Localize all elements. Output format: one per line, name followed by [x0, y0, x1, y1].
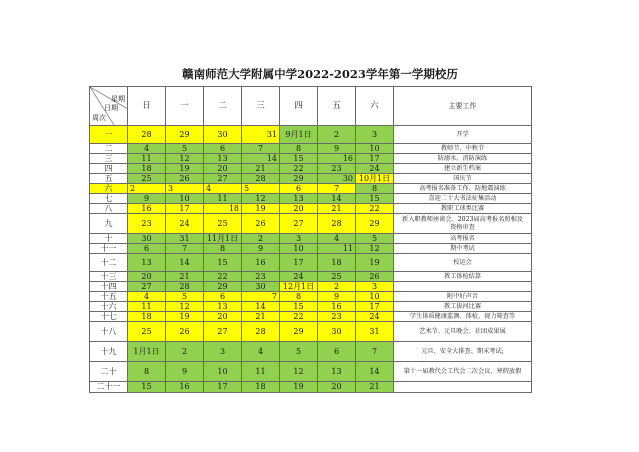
- main-work-text: 高考报名: [450, 234, 475, 242]
- date-cell: 30: [318, 174, 356, 184]
- date-cell: 10: [356, 292, 394, 302]
- date-cell: 4: [128, 292, 166, 302]
- date-cell: 11: [128, 154, 166, 164]
- date-cell: 5: [280, 342, 318, 362]
- date-cell: 19: [166, 312, 204, 322]
- date-cell: 20: [204, 164, 242, 174]
- date-cell: 9: [318, 292, 356, 302]
- week-number-cell: 八: [90, 204, 128, 214]
- date-cell: 16: [166, 382, 204, 393]
- date-cell: 30: [242, 282, 280, 292]
- date-cell: 19: [166, 164, 204, 174]
- table-row: [90, 164, 532, 174]
- date-cell: 24: [356, 164, 394, 174]
- week-number-cell: 十: [90, 234, 128, 244]
- header-row: [90, 87, 532, 126]
- date-cell: 2: [242, 234, 280, 244]
- day-header-fri: 五: [318, 87, 356, 126]
- date-cell: 8: [204, 244, 242, 254]
- corner-weekday-label: 星期: [111, 95, 125, 103]
- header-corner: [90, 87, 128, 126]
- table-row: [90, 184, 532, 194]
- main-work-text: 教师节、中秋节: [440, 144, 485, 152]
- date-cell: 3: [166, 184, 204, 194]
- date-cell: 29: [280, 174, 318, 184]
- notes-header: 主要工作: [394, 87, 532, 126]
- date-cell: 3: [204, 342, 242, 362]
- week-number-cell: 十六: [90, 302, 128, 312]
- date-cell: 14: [356, 362, 394, 382]
- date-cell: 15: [356, 194, 394, 204]
- main-work-text: 附中好声音: [447, 292, 478, 300]
- date-cell: 14: [242, 302, 280, 312]
- date-cell: 24: [280, 272, 318, 282]
- date-cell: 11: [128, 302, 166, 312]
- date-cell: 7: [318, 184, 356, 194]
- table-row: [90, 234, 532, 244]
- main-work-text: 第十一届教代会工代会二次会议、寒假放假: [403, 367, 522, 375]
- date-cell: 27: [280, 214, 318, 234]
- day-header-sun: 日: [128, 87, 166, 126]
- date-cell: 4: [242, 342, 280, 362]
- date-cell: 18: [318, 254, 356, 272]
- date-cell: 3: [356, 126, 394, 144]
- date-cell: 18: [204, 204, 242, 214]
- main-work-cell: [394, 214, 532, 234]
- main-work-cell: [394, 362, 532, 382]
- date-cell: 2: [318, 282, 356, 292]
- date-cell: 30: [204, 126, 242, 144]
- date-cell: 30: [128, 234, 166, 244]
- date-cell: 15: [204, 254, 242, 272]
- date-cell: 6: [204, 144, 242, 154]
- week-number-cell: 十四: [90, 282, 128, 292]
- date-cell: 22: [280, 164, 318, 174]
- date-cell: 31: [356, 322, 394, 342]
- date-cell: 21: [318, 204, 356, 214]
- date-cell: 13: [204, 154, 242, 164]
- day-header-tue: 二: [204, 87, 242, 126]
- date-cell: 11: [204, 194, 242, 204]
- main-work-text: 校运会: [453, 258, 472, 266]
- day-header-thu: 四: [280, 87, 318, 126]
- date-cell: 9: [128, 194, 166, 204]
- date-cell: 31: [166, 234, 204, 244]
- date-cell: 17: [280, 254, 318, 272]
- date-cell: 17: [204, 382, 242, 393]
- table-row: [90, 154, 532, 164]
- week-number-cell: 十二: [90, 254, 128, 272]
- day-header-wed: 三: [242, 87, 280, 126]
- date-cell: 21: [356, 382, 394, 393]
- date-cell: 1月1日: [128, 342, 166, 362]
- date-cell: 13: [318, 362, 356, 382]
- date-cell: 5: [356, 234, 394, 244]
- table-row: [90, 194, 532, 204]
- date-cell: 19: [242, 204, 280, 214]
- date-cell: 29: [166, 126, 204, 144]
- date-cell: 28: [318, 214, 356, 234]
- date-cell: 17: [166, 204, 204, 214]
- main-work-cell: [394, 254, 532, 272]
- date-cell: 8: [128, 362, 166, 382]
- table-row: [90, 126, 532, 144]
- main-work-text: 国庆节: [453, 174, 472, 182]
- date-cell: 15: [128, 382, 166, 393]
- date-cell: 28: [242, 174, 280, 184]
- table-row: [90, 214, 532, 234]
- date-cell: 25: [204, 214, 242, 234]
- table-row: [90, 272, 532, 282]
- week-number-cell: 十三: [90, 272, 128, 282]
- date-cell: 15: [280, 302, 318, 312]
- main-work-text: 喜迎二十大书法征集活动: [428, 194, 497, 202]
- main-work-cell: [394, 184, 532, 194]
- main-work-cell: [394, 194, 532, 204]
- week-number-cell: 十七: [90, 312, 128, 322]
- date-cell: 12: [242, 194, 280, 204]
- date-cell: 5: [166, 144, 204, 154]
- main-work-text: 建立新生档案: [443, 164, 482, 172]
- table-row: [90, 144, 532, 154]
- date-cell: 21: [242, 312, 280, 322]
- date-cell: 2: [128, 184, 166, 194]
- date-cell: 3: [280, 234, 318, 244]
- date-cell: 9: [242, 244, 280, 254]
- date-cell: 18: [128, 164, 166, 174]
- date-cell: 19: [356, 254, 394, 272]
- date-cell: 15: [280, 154, 318, 164]
- date-cell: 13: [204, 302, 242, 312]
- main-work-cell: [394, 154, 532, 164]
- date-cell: 3: [356, 282, 394, 292]
- calendar-title: 赣南师范大学附属中学2022-2023学年第一学期校历: [182, 67, 458, 81]
- main-work-text: 学生体质健康监测、体检、视力筛查等: [409, 312, 516, 320]
- date-cell: 13: [280, 194, 318, 204]
- date-cell: 20: [128, 272, 166, 282]
- table-row: [90, 174, 532, 184]
- date-cell: 27: [204, 174, 242, 184]
- date-cell: 17: [356, 302, 394, 312]
- date-cell: 21: [166, 272, 204, 282]
- date-cell: 12: [166, 302, 204, 312]
- date-cell: 12月1日: [280, 282, 318, 292]
- date-cell: 26: [242, 214, 280, 234]
- date-cell: 29: [204, 282, 242, 292]
- date-cell: 13: [128, 254, 166, 272]
- main-work-text: 新入职教师座谈会、2023届高考报名照相及资格审查: [402, 215, 523, 231]
- main-work-text: 元旦、安全大排查、期末考试;: [421, 347, 504, 355]
- week-number-cell: 九: [90, 214, 128, 234]
- date-cell: 8: [280, 144, 318, 154]
- week-number-cell: 十九: [90, 342, 128, 362]
- date-cell: 25: [128, 174, 166, 184]
- date-cell: 6: [280, 184, 318, 194]
- main-work-text: 艺术节、元旦晚会、社团成果展: [419, 327, 506, 335]
- week-number-cell: 一: [90, 126, 128, 144]
- table-row: [90, 342, 532, 362]
- date-cell: 23: [242, 272, 280, 282]
- date-cell: 2: [166, 342, 204, 362]
- date-cell: 23: [318, 164, 356, 174]
- day-header-mon: 一: [166, 87, 204, 126]
- date-cell: 24: [166, 214, 204, 234]
- week-number-cell: 四: [90, 164, 128, 174]
- date-cell: 9: [166, 362, 204, 382]
- date-cell: 4: [318, 234, 356, 244]
- date-cell: 10月1日: [356, 174, 394, 184]
- table-row: [90, 292, 532, 302]
- week-number-cell: 十一: [90, 244, 128, 254]
- date-cell: 7: [166, 244, 204, 254]
- date-cell: 14: [318, 194, 356, 204]
- date-cell: 22: [280, 312, 318, 322]
- main-work-cell: [394, 272, 532, 282]
- table-row: [90, 302, 532, 312]
- week-number-cell: 五: [90, 174, 128, 184]
- date-cell: 20: [318, 382, 356, 393]
- table-row: [90, 382, 532, 393]
- date-cell: 11: [318, 244, 356, 254]
- date-cell: 19: [280, 382, 318, 393]
- date-cell: 5: [166, 292, 204, 302]
- main-work-cell: [394, 282, 532, 292]
- date-cell: 21: [242, 164, 280, 174]
- date-cell: 6: [204, 292, 242, 302]
- date-cell: 5: [242, 184, 280, 194]
- week-number-cell: 三: [90, 154, 128, 164]
- week-number-cell: 十五: [90, 292, 128, 302]
- table-row: [90, 322, 532, 342]
- main-work-cell: [394, 234, 532, 244]
- main-work-cell: [394, 144, 532, 154]
- date-cell: 14: [166, 254, 204, 272]
- date-cell: 29: [280, 322, 318, 342]
- main-work-text: 教职工球类比赛: [440, 204, 485, 212]
- table-row: [90, 254, 532, 272]
- date-cell: 17: [356, 154, 394, 164]
- date-cell: 26: [166, 322, 204, 342]
- date-cell: 4: [204, 184, 242, 194]
- main-work-cell: [394, 244, 532, 254]
- date-cell: 10: [166, 194, 204, 204]
- main-work-cell: [394, 342, 532, 362]
- date-cell: 9: [318, 144, 356, 154]
- date-cell: 12: [166, 154, 204, 164]
- main-work-cell: [394, 292, 532, 302]
- date-cell: 28: [242, 322, 280, 342]
- date-cell: 27: [128, 282, 166, 292]
- date-cell: 7: [242, 144, 280, 154]
- date-cell: 11月1日: [204, 234, 242, 244]
- main-work-cell: [394, 174, 532, 184]
- main-work-cell: [394, 126, 532, 144]
- date-cell: 10: [356, 144, 394, 154]
- main-work-cell: [394, 302, 532, 312]
- date-cell: 6: [128, 244, 166, 254]
- week-number-cell: 十八: [90, 322, 128, 342]
- main-work-cell: [394, 382, 532, 393]
- date-cell: 16: [242, 254, 280, 272]
- date-cell: 9月1日: [280, 126, 318, 144]
- date-cell: 18: [128, 312, 166, 322]
- week-number-cell: 七: [90, 194, 128, 204]
- main-work-cell: [394, 164, 532, 174]
- date-cell: 10: [204, 362, 242, 382]
- date-cell: 28: [166, 282, 204, 292]
- main-work-text: 防溺水、消防演练: [437, 154, 488, 162]
- date-cell: 16: [318, 302, 356, 312]
- date-cell: 25: [318, 272, 356, 282]
- date-cell: 14: [242, 154, 280, 164]
- day-header-sat: 六: [356, 87, 394, 126]
- main-work-text: 教工体检结算: [443, 272, 482, 280]
- date-cell: 4: [128, 144, 166, 154]
- date-cell: 16: [128, 204, 166, 214]
- date-cell: 10: [280, 244, 318, 254]
- week-number-cell: 二十一: [90, 382, 128, 393]
- date-cell: 27: [204, 322, 242, 342]
- date-cell: 23: [128, 214, 166, 234]
- date-cell: 12: [356, 244, 394, 254]
- date-cell: 24: [356, 312, 394, 322]
- main-work-text: 教工拔河比赛: [443, 302, 482, 310]
- date-cell: 22: [356, 204, 394, 214]
- main-work-cell: [394, 312, 532, 322]
- date-cell: 22: [204, 272, 242, 282]
- corner-date-label: 日期: [104, 104, 118, 112]
- main-work-cell: [394, 204, 532, 214]
- date-cell: 11: [242, 362, 280, 382]
- date-cell: 31: [242, 126, 280, 144]
- main-work-cell: [394, 322, 532, 342]
- week-number-cell: 二: [90, 144, 128, 154]
- date-cell: 25: [128, 322, 166, 342]
- date-cell: 20: [204, 312, 242, 322]
- date-cell: 26: [166, 174, 204, 184]
- date-cell: 16: [318, 154, 356, 164]
- table-row: [90, 244, 532, 254]
- week-number-cell: 二十: [90, 362, 128, 382]
- date-cell: 30: [318, 322, 356, 342]
- date-cell: 26: [356, 272, 394, 282]
- date-cell: 20: [280, 204, 318, 214]
- week-number-cell: 六: [90, 184, 128, 194]
- date-cell: 8: [356, 184, 394, 194]
- date-cell: 2: [318, 126, 356, 144]
- date-cell: 29: [356, 214, 394, 234]
- date-cell: 7: [356, 342, 394, 362]
- corner-week-label: 周次: [92, 114, 106, 122]
- date-cell: 8: [280, 292, 318, 302]
- main-work-text: 高考报名准备工作、防地震演练: [419, 184, 506, 192]
- table-row: [90, 312, 532, 322]
- date-cell: 28: [128, 126, 166, 144]
- date-cell: 7: [242, 292, 280, 302]
- main-work-text: 开学: [456, 130, 469, 138]
- date-cell: 12: [280, 362, 318, 382]
- table-row: [90, 204, 532, 214]
- main-work-text: 期中考试: [450, 244, 475, 252]
- date-cell: 6: [318, 342, 356, 362]
- date-cell: 18: [242, 382, 280, 393]
- table-row: [90, 282, 532, 292]
- school-calendar-table: [89, 86, 532, 393]
- table-row: [90, 362, 532, 382]
- date-cell: 23: [318, 312, 356, 322]
